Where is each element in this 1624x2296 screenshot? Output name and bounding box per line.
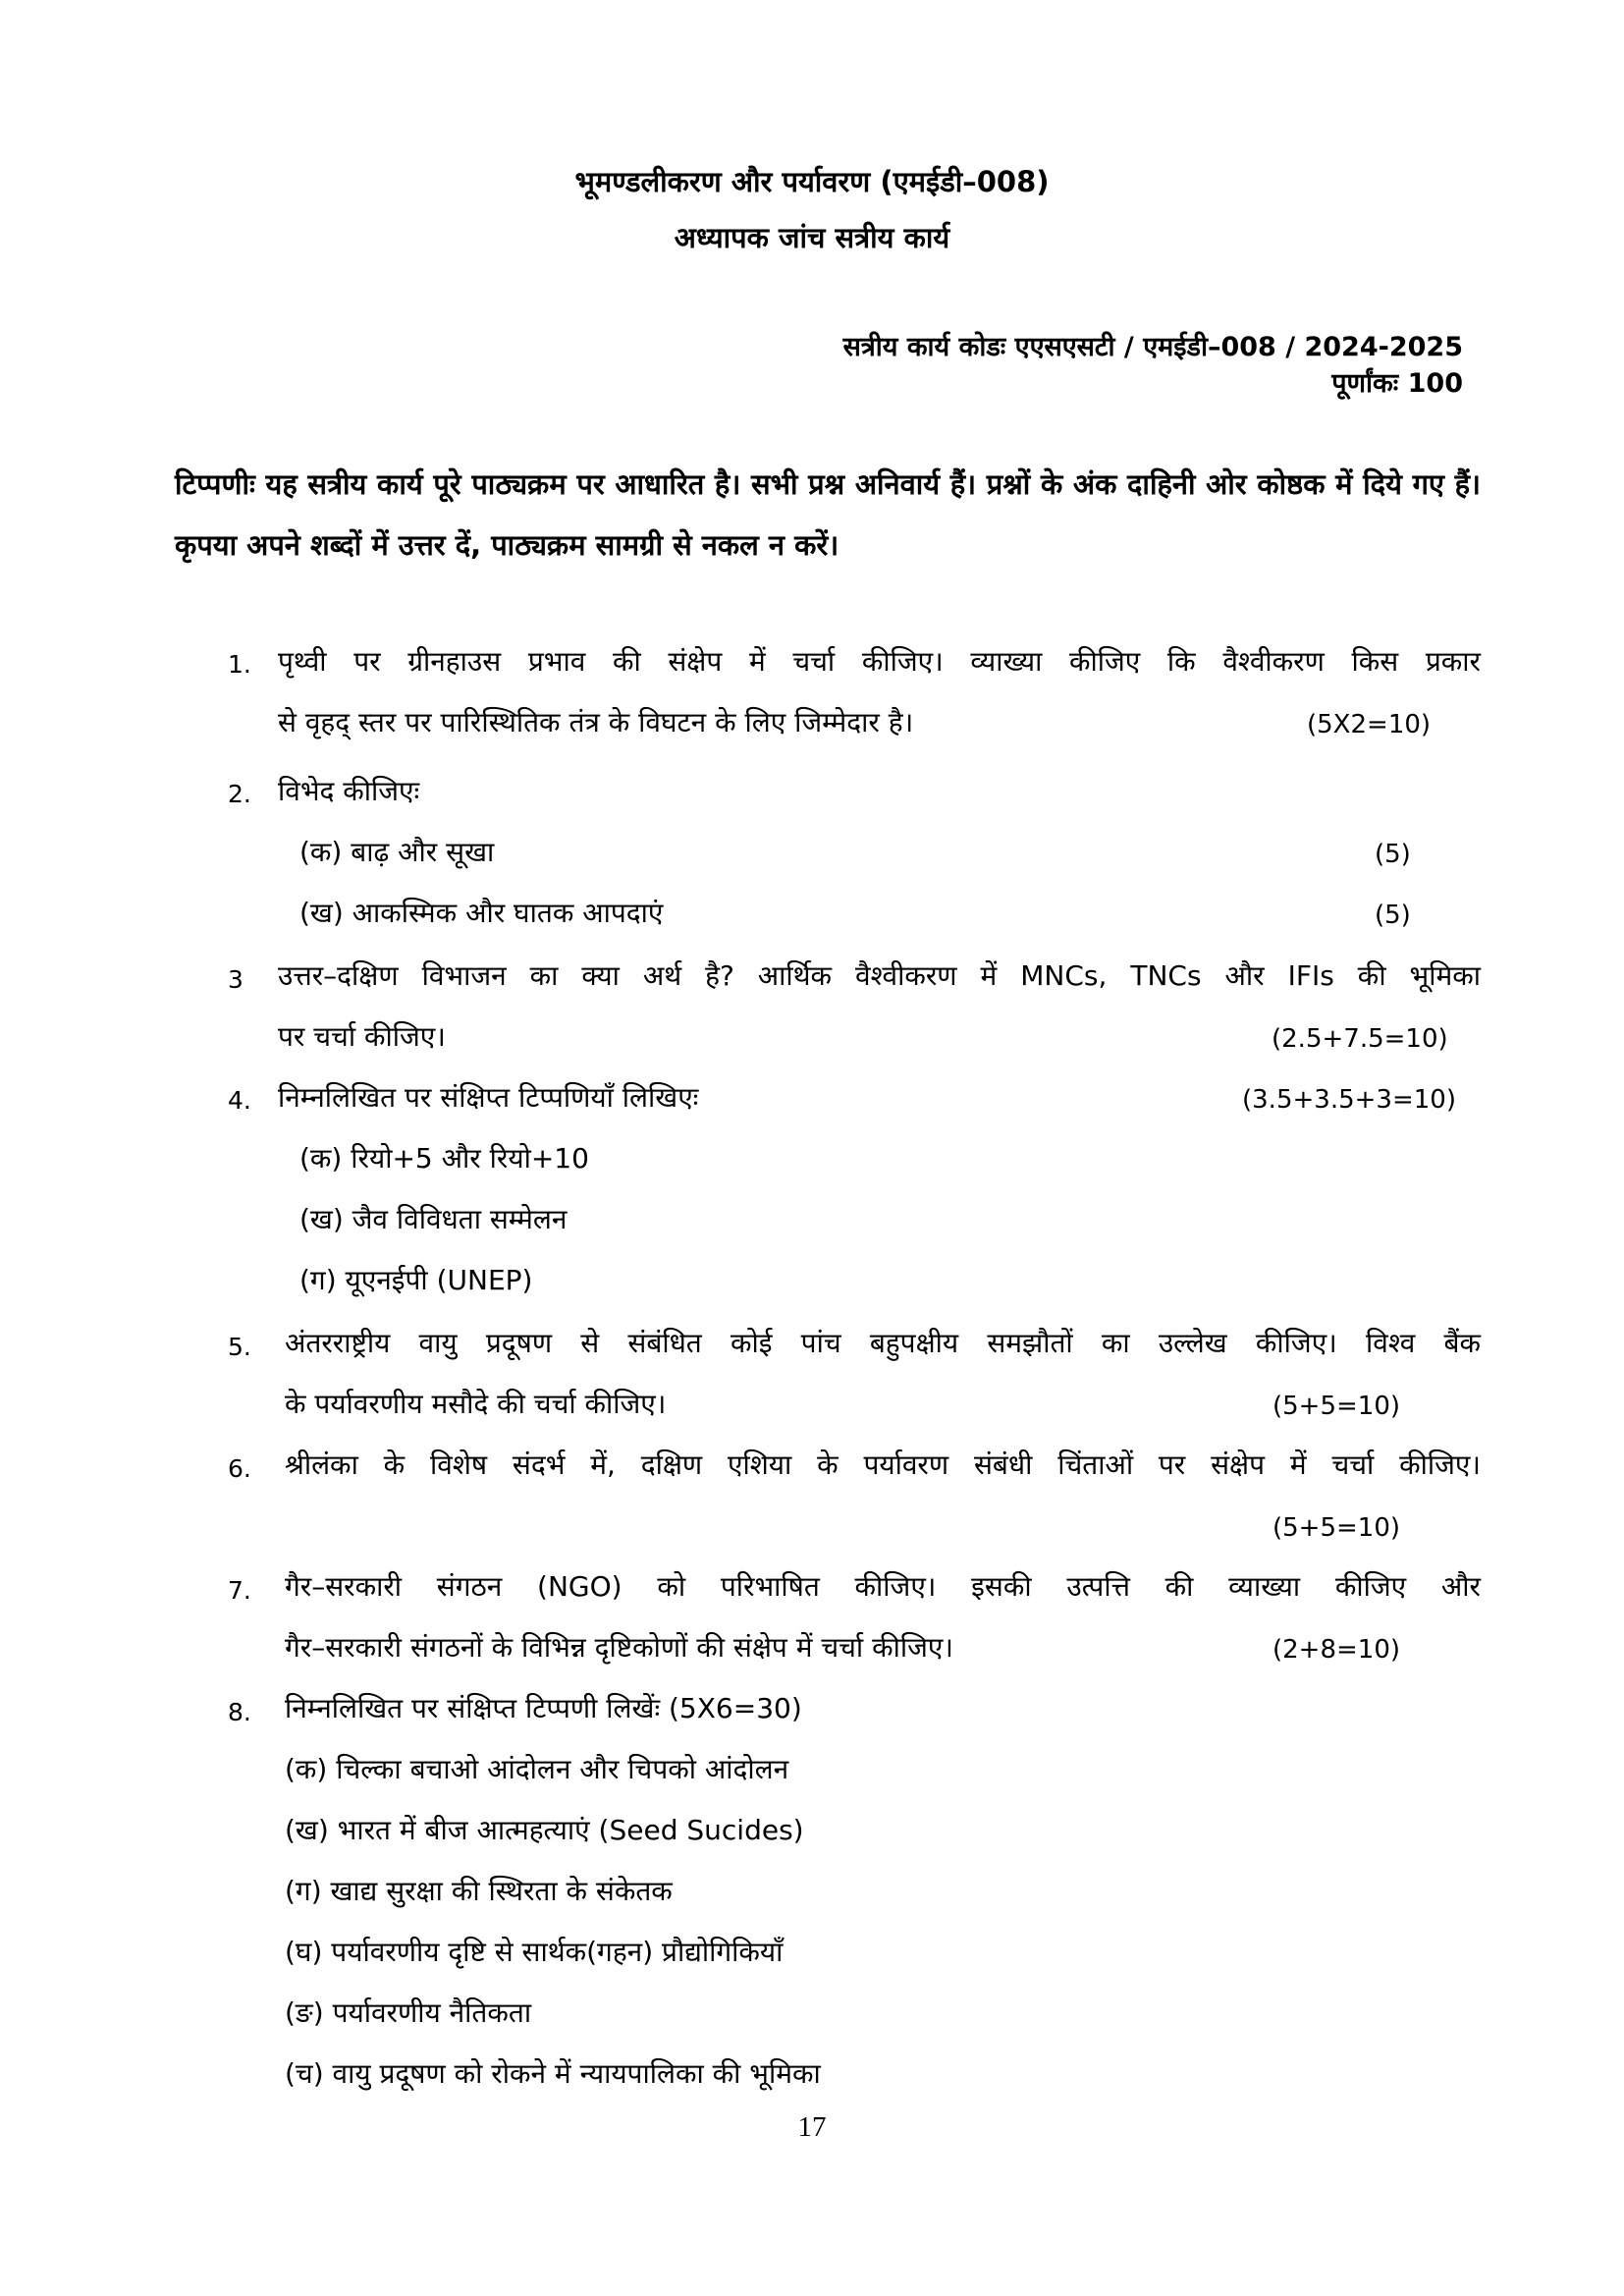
question-text: गैर–सरकारी संगठनों के विभिन्न दृष्टिकोणों की संक्षेप में चर्चा कीजिए। <box>285 1631 953 1664</box>
question-marks: (5) <box>1375 840 1411 869</box>
question-text: से वृहद् स्तर पर पारिस्थितिक तंत्र के विघटन के लिए जिम्मेदार है। <box>278 706 914 738</box>
sub-question-b: (ख) भारत में बीज आत्महत्याएं (Seed Sucides) <box>285 1814 804 1846</box>
sub-question-c: (ग) खाद्य सुरक्षा की स्थिरता के संकेतक <box>285 1875 673 1907</box>
sub-question-d: (घ) पर्यावरणीय दृष्टि से सार्थक(गहन) प्रौद्योगिकियाँ <box>285 1936 784 1968</box>
question-number: 7. <box>228 1576 251 1605</box>
question-text: के पर्यावरणीय मसौदे की चर्चा कीजिए। <box>285 1388 667 1420</box>
question-number: 1. <box>228 650 251 679</box>
assignment-code: सत्रीय कार्य कोडः एएसएसटी / एमईडी–008 / 2024-2025 <box>842 332 1463 362</box>
question-text: उत्तर–दक्षिण विभाजन का क्या अर्थ है? आर्थिक वैश्वीकरण में MNCs, TNCs और IFIs की भूमिका <box>278 959 1481 992</box>
max-marks: पूर्णांकः 100 <box>1331 368 1463 399</box>
question-number: 4. <box>228 1086 251 1115</box>
sub-question-c: (ग) यूएनईपी (UNEP) <box>299 1264 533 1296</box>
sub-question-a: (क) बाढ़ और सूखा <box>299 836 495 868</box>
page-number: 17 <box>797 2111 827 2143</box>
question-number: 3 <box>228 965 244 994</box>
question-text: निम्नलिखित पर संक्षिप्त टिप्पणी लिखेंः (5X6=30) <box>285 1692 802 1724</box>
sub-question-a: (क) रियो+5 और रियो+10 <box>299 1142 589 1175</box>
sub-question-e: (ङ) पर्यावरणीय नैतिकता <box>285 1996 532 2029</box>
sub-question-b: (ख) आकस्मिक और घातक आपदाएं <box>299 897 664 929</box>
question-number: 5. <box>228 1333 251 1361</box>
question-text: निम्नलिखित पर संक्षिप्त टिप्पणियाँ लिखिएः <box>278 1081 699 1114</box>
question-text: पर चर्चा कीजिए। <box>278 1020 446 1053</box>
question-text: श्रीलंका के विशेष संदर्भ में, दक्षिण एशिया के पर्यावरण संबंधी चिंताओं पर संक्षेप में चर्चा कीजिए। <box>285 1449 1481 1481</box>
sub-question-b: (ख) जैव विविधता सम्मेलन <box>299 1203 568 1235</box>
sub-question-f: (च) वायु प्रदूषण को रोकने में न्यायपालिका की भूमिका <box>285 2057 821 2090</box>
question-marks: (5) <box>1375 901 1411 930</box>
question-number: 2. <box>228 780 251 808</box>
question-text: विभेद कीजिएः <box>278 775 420 807</box>
question-marks: (5+5=10) <box>1272 1513 1401 1543</box>
question-number: 6. <box>228 1454 251 1483</box>
question-text: गैर–सरकारी संगठन (NGO) को परिभाषित कीजिए। इसकी उत्पत्ति की व्याख्या कीजिए और <box>285 1570 1481 1603</box>
question-number: 8. <box>228 1698 251 1726</box>
question-marks: (2+8=10) <box>1272 1635 1401 1665</box>
question-text: अंतरराष्ट्रीय वायु प्रदूषण से संबंधित कोई पांच बहुपक्षीय समझौतों का उल्लेख कीजिए। विश्व बैंक <box>285 1327 1481 1359</box>
question-marks: (2.5+7.5=10) <box>1272 1024 1448 1054</box>
sub-question-a: (क) चिल्का बचाओ आंदोलन और चिपको आंदोलन <box>285 1753 789 1785</box>
question-marks: (3.5+3.5+3=10) <box>1242 1085 1456 1115</box>
question-marks: (5+5=10) <box>1272 1392 1401 1421</box>
document-subtitle: अध्यापक जांच सत्रीय कार्य <box>674 221 950 254</box>
question-marks: (5X2=10) <box>1307 710 1432 739</box>
document-title: भूमण्डलीकरण और पर्यावरण (एमईडी–008) <box>574 165 1050 198</box>
question-text: पृथ्वी पर ग्रीनहाउस प्रभाव की संक्षेप में चर्चा कीजिए। व्याख्या कीजिए कि वैश्वीकरण किस प्रकार <box>278 645 1481 678</box>
instructions-note: टिप्पणीः यह सत्रीय कार्य पूरे पाठ्यक्रम पर आधारित है। सभी प्रश्न अनिवार्य हैं। प्रश्नों के अंक दाहिनी ओर कोष्ठक में दिये गए हैं। कृपया अपने शब्दों में उत्तर दें, पाठ्यक्रम सामग्री से नकल न करें। <box>175 467 1481 562</box>
